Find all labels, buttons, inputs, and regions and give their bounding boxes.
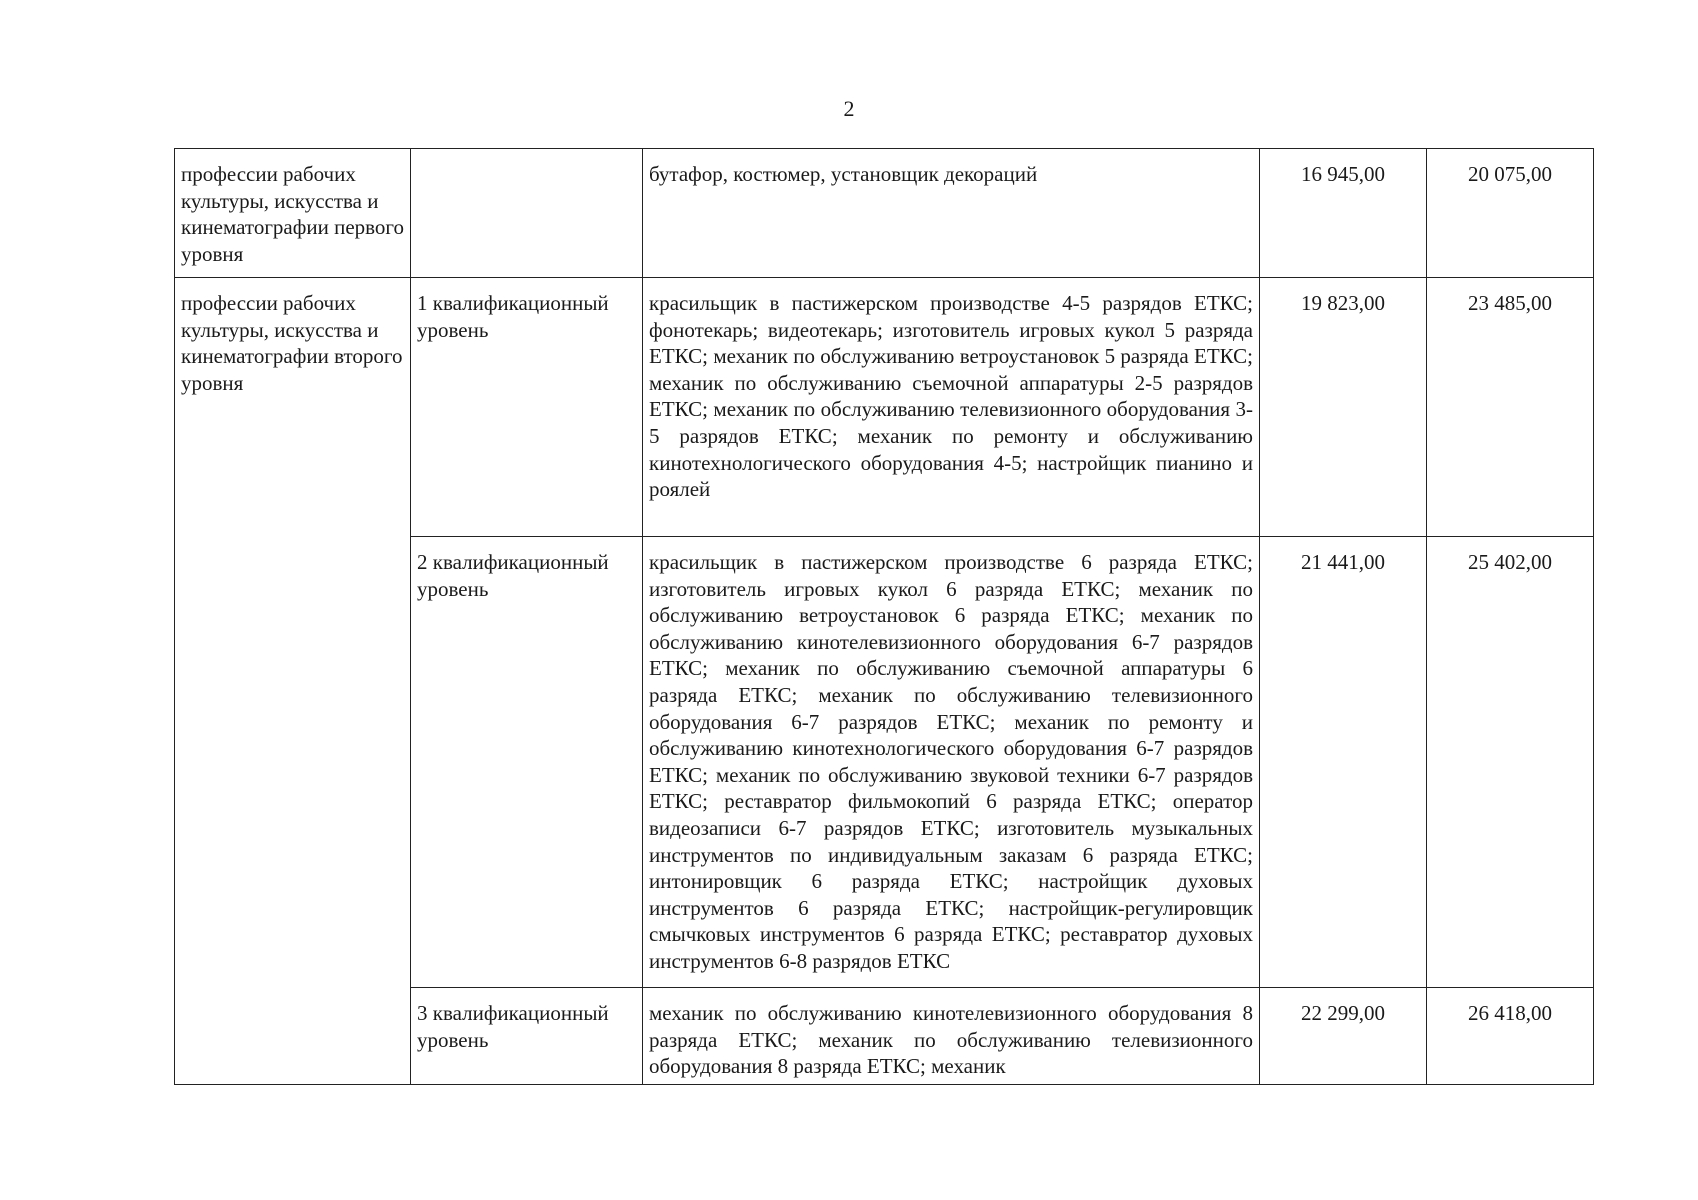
qualification-group-cell: профессии рабочих культуры, искусства и кинематографии первого уровня bbox=[175, 149, 411, 278]
salary-max-cell: 23 485,00 bbox=[1427, 278, 1594, 537]
page-number: 2 bbox=[843, 96, 855, 121]
salary-min-cell: 19 823,00 bbox=[1260, 278, 1427, 537]
table-row bbox=[175, 278, 1594, 537]
salary-min-cell: 16 945,00 bbox=[1260, 149, 1427, 278]
qualification-level-cell: 2 квалификационный уровень bbox=[411, 537, 643, 988]
professions-cell: красильщик в пастижерском производстве 6 разряда ЕТКС; изготовитель игровых кукол 6 разряда ЕТКС; механик по обслуживанию ветроустановок 6 разряда ЕТКС; механик по обслуживанию кинотелевизионного оборудования 6-7 разрядов ЕТКС; механик по обслуживанию съемочной аппаратуры 6 разряда ЕТКС; механик по обслуживанию телевизионного оборудования 6-7 разрядов ЕТКС; механик по ремонту и обслуживанию кинотехнологического оборудования 6-7 разрядов ЕТКС; механик по обслуживанию звуковой техники 6-7 разрядов ЕТКС; реставратор фильмокопий 6 разряда ЕТКС; оператор видеозаписи 6-7 разрядов ЕТКС; изготовитель музыкальных инструментов по индивидуальным заказам 6 разряда ЕТКС; интонировщик 6 разряда ЕТКС; настройщик духовых инструментов 6 разряда ЕТКС; настройщик-регулировщик смычковых инструментов 6 разряда ЕТКС; реставратор духовых инструментов 6-8 разрядов ЕТКС bbox=[643, 537, 1260, 988]
salary-min-cell: 21 441,00 bbox=[1260, 537, 1427, 988]
qualification-level-cell bbox=[411, 149, 643, 278]
professions-cell: красильщик в пастижерском производстве 4-5 разрядов ЕТКС; фонотекарь; видеотекарь; изготовитель игровых кукол 5 разряда ЕТКС; механик по обслуживанию ветроустановок 5 разряда ЕТКС; механик по обслуживанию съемочной аппаратуры 2-5 разрядов ЕТКС; механик по обслуживанию телевизионного оборудования 3-5 разрядов ЕТКС; механик по ремонту и обслуживанию кинотехнологического оборудования 4-5; настройщик пианино и роялей bbox=[643, 278, 1260, 537]
salary-max-cell: 20 075,00 bbox=[1427, 149, 1594, 278]
salary-table bbox=[174, 148, 1594, 1085]
professions-cell: бутафор, костюмер, установщик декораций bbox=[643, 149, 1260, 278]
qualification-level-cell: 1 квалификационный уровень bbox=[411, 278, 643, 537]
salary-min-cell: 22 299,00 bbox=[1260, 988, 1427, 1085]
qualification-group-cell: профессии рабочих культуры, искусства и кинематографии второго уровня bbox=[175, 278, 411, 1085]
salary-max-cell: 25 402,00 bbox=[1427, 537, 1594, 988]
salary-max-cell: 26 418,00 bbox=[1427, 988, 1594, 1085]
professions-cell: механик по обслуживанию кинотелевизионного оборудования 8 разряда ЕТКС; механик по обслуживанию телевизионного оборудования 8 разряда ЕТКС; механик bbox=[643, 988, 1260, 1085]
table-row bbox=[175, 149, 1594, 278]
qualification-level-cell: 3 квалификационный уровень bbox=[411, 988, 643, 1085]
